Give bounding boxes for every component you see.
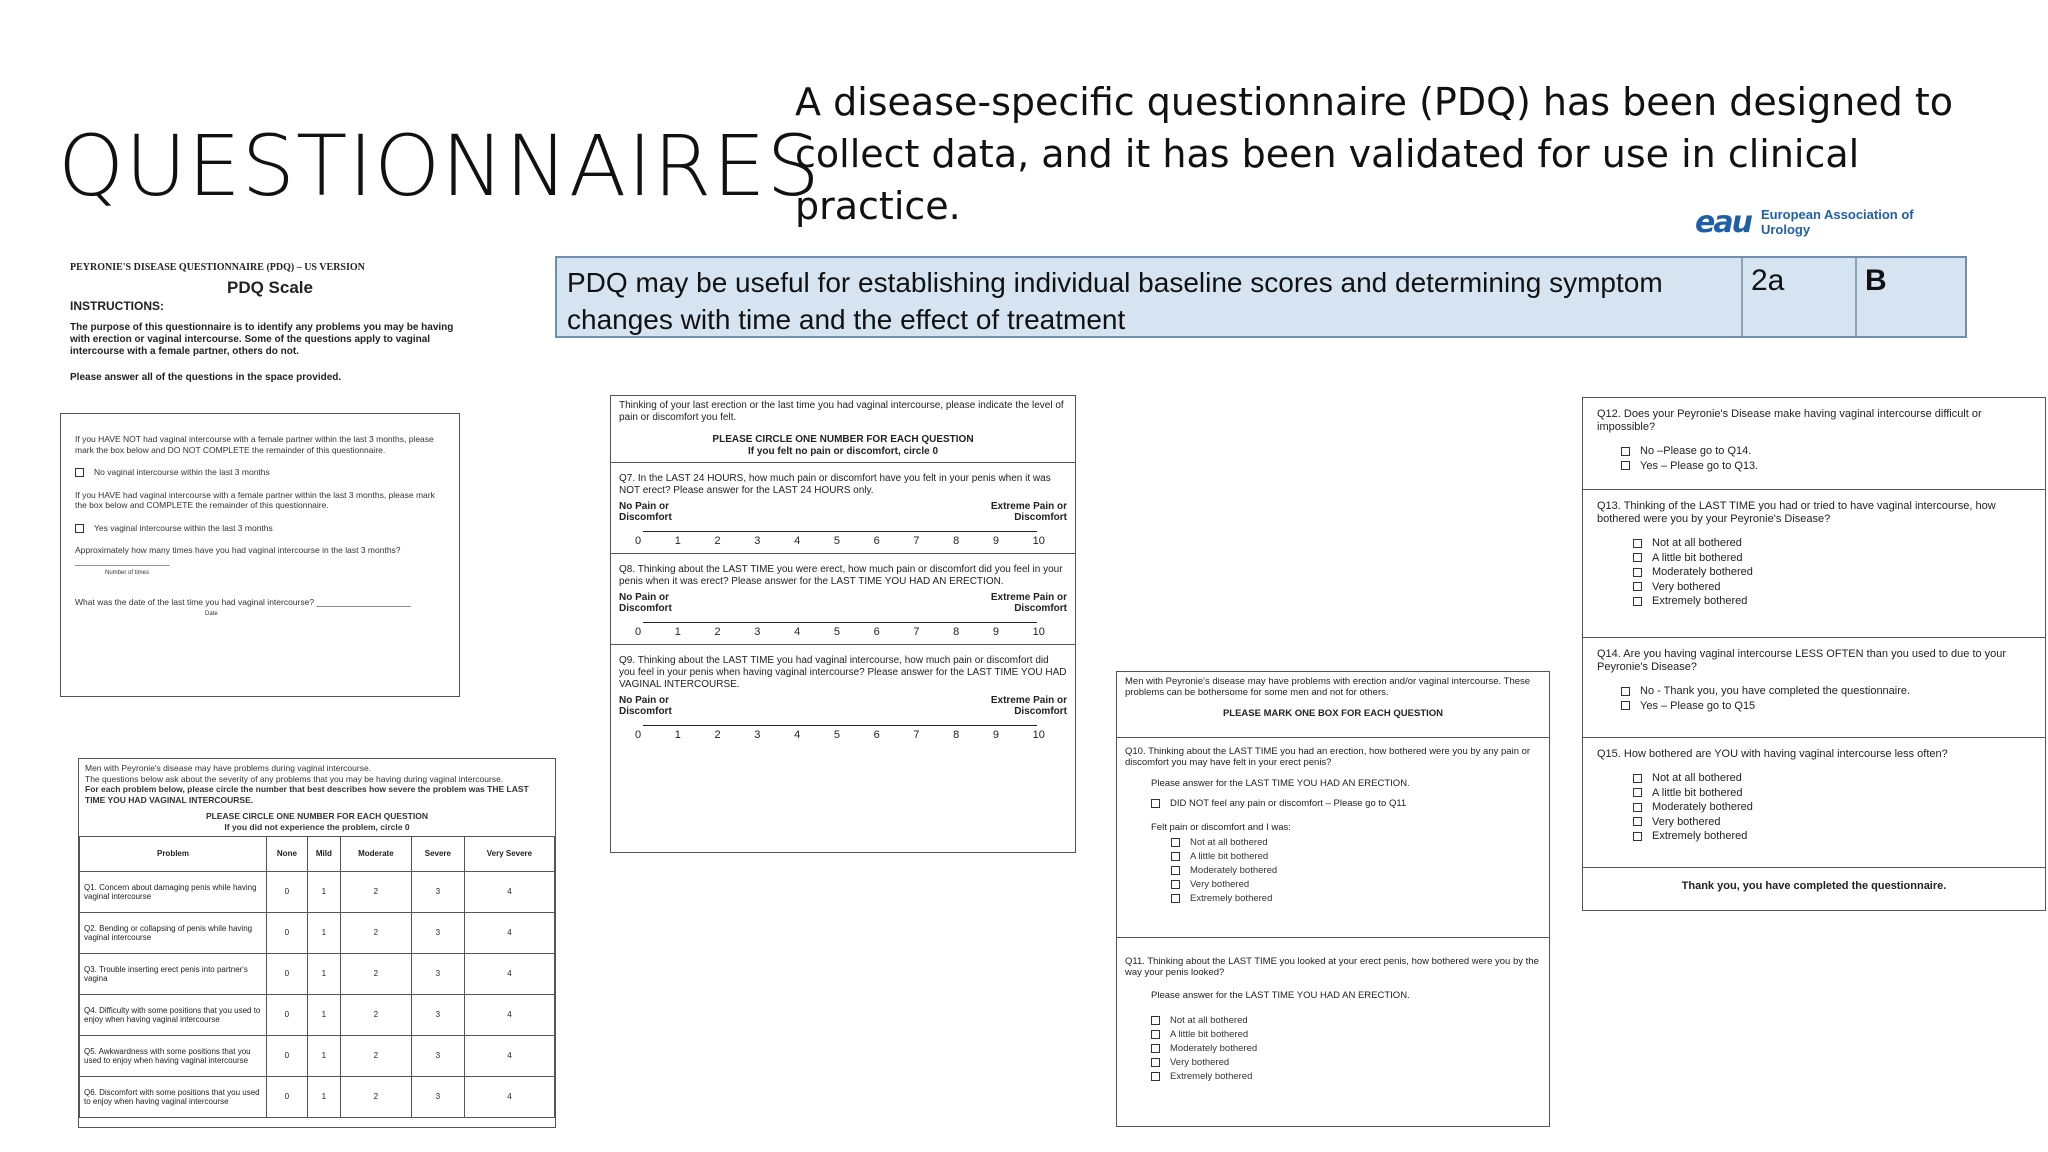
option-label: A little bit bothered: [1190, 851, 1269, 862]
intercourse-screening-box: [60, 413, 460, 697]
checkbox-icon[interactable]: [1171, 852, 1180, 861]
option-label: Extremely bothered: [1652, 595, 1748, 607]
option-label: Yes – Please go to Q15: [1640, 699, 1756, 712]
q11-option: [1151, 1056, 1541, 1070]
checkbox-option-no: [75, 467, 445, 478]
score-cell[interactable]: 4: [464, 872, 554, 913]
bother-panel: [1116, 671, 1550, 1127]
final-questions-panel: [1582, 397, 2046, 911]
mark-instruction: PLEASE MARK ONE BOX FOR EACH QUESTION: [1222, 708, 1444, 719]
q11-text: Q11. Thinking about the LAST TIME you looked at your erect penis, how bothered were you by the way your penis looked?: [1125, 956, 1539, 978]
table-row: [80, 1036, 555, 1077]
problems-intro-3: For each problem below, please circle the number that best describes how severe the problem was THE LAST TIME YOU HAD VAGINAL INTERCOURSE.: [85, 784, 529, 805]
scale-number[interactable]: 4: [794, 626, 801, 638]
problems-table-panel: [78, 758, 556, 1128]
scale-number[interactable]: 5: [833, 729, 840, 741]
q13-option: [1633, 536, 2031, 551]
scale-number[interactable]: 6: [873, 535, 880, 547]
checkbox-icon[interactable]: [1633, 582, 1642, 591]
problem-cell: Q2. Bending or collapsing of penis while having vaginal intercourse: [80, 913, 267, 954]
table-row: [80, 995, 555, 1036]
q10-option: [1171, 836, 1541, 850]
eau-logo-text: European Association of Urology: [1760, 207, 1914, 237]
q10-answer-for: Please answer for the LAST TIME YOU HAD AN ERECTION.: [1151, 778, 1410, 789]
q13-text: Q13. Thinking of the LAST TIME you had or tried to have vaginal intercourse, how bothered were you by your Peyronie's Disease?: [1597, 500, 1996, 525]
q13-option: [1633, 565, 2031, 580]
scale-number[interactable]: 4: [794, 729, 801, 741]
scale-numbers: [635, 626, 1045, 638]
checkbox-icon[interactable]: [1151, 1072, 1160, 1081]
checkbox-icon[interactable]: [1633, 788, 1642, 797]
scale-number[interactable]: 5: [833, 626, 840, 638]
table-header: Moderate: [340, 837, 411, 872]
checkbox-icon[interactable]: [1621, 687, 1630, 696]
problem-cell: Q5. Awkwardness with some positions that you used to enjoy when having vaginal intercourse: [80, 1036, 267, 1077]
score-cell[interactable]: 0: [267, 1036, 308, 1077]
checkbox-icon[interactable]: [1151, 799, 1160, 808]
q9-section: [611, 645, 1075, 747]
q15-section: [1583, 738, 2045, 868]
checkbox-icon[interactable]: [1151, 1030, 1160, 1039]
q13-option: [1633, 580, 2031, 595]
score-cell[interactable]: 3: [411, 1077, 464, 1118]
scale-number[interactable]: 9: [992, 729, 1000, 741]
scale-number[interactable]: 7: [913, 626, 920, 638]
q11-answer-for: Please answer for the LAST TIME YOU HAD AN ERECTION.: [1151, 990, 1410, 1001]
scale-number[interactable]: 10: [1032, 729, 1045, 741]
checkbox-icon[interactable]: [1633, 539, 1642, 548]
table-header: Problem: [80, 837, 267, 872]
option-label: Not at all bothered: [1190, 837, 1268, 848]
q10-option: [1171, 850, 1541, 864]
option-label: Moderately bothered: [1652, 801, 1753, 813]
date-question: [75, 597, 445, 620]
q9-text: Q9. Thinking about the LAST TIME you had vaginal intercourse, how much pain or discomfort did you feel in your penis when having vaginal intercourse? Please answer for the LAST TIME YOU HAD VAGINAL INTERCOURSE.: [619, 655, 1067, 690]
q15-option: [1633, 829, 2031, 844]
option-label: Moderately bothered: [1170, 1043, 1258, 1054]
instructions-label: INSTRUCTIONS:: [70, 299, 164, 313]
option-label: Yes vaginal intercourse within the last 3 months: [94, 522, 273, 533]
pain-scale-q8[interactable]: [619, 592, 1067, 640]
problems-intro-2: The questions below ask about the severity of any problems that you may be having during vaginal intercourse.: [85, 773, 504, 784]
q15-option: [1633, 786, 2031, 801]
scale-number[interactable]: 6: [873, 729, 880, 741]
have-text: If you HAVE had vaginal intercourse with a female partner within the last 3 months, please mark the box below and COMPLETE the remainder of this questionnaire.: [75, 489, 435, 510]
table-header: Severe: [411, 837, 464, 872]
q12-section: [1583, 398, 2045, 490]
scale-number[interactable]: 8: [953, 626, 960, 638]
score-cell[interactable]: 1: [307, 954, 340, 995]
score-cell[interactable]: 2: [340, 872, 411, 913]
scale-left-label: No Pain or Discomfort: [619, 695, 672, 717]
circle-instruction: PLEASE CIRCLE ONE NUMBER FOR EACH QUESTION: [206, 811, 428, 821]
score-cell[interactable]: 1: [307, 872, 340, 913]
q14-no-option: [1621, 684, 2031, 699]
score-cell[interactable]: 1: [307, 1077, 340, 1118]
table-header: Very Severe: [464, 837, 554, 872]
checkbox-icon[interactable]: [1633, 803, 1642, 812]
score-cell[interactable]: 1: [307, 995, 340, 1036]
scale-number[interactable]: 4: [794, 535, 801, 547]
score-cell[interactable]: 0: [267, 954, 308, 995]
pain-intro: Thinking of your last erection or the last time you had vaginal intercourse, please indicate the level of pain or discomfort you felt.: [619, 400, 1064, 423]
bother-intro: Men with Peyronie's disease may have problems with erection and/or vaginal intercourse. These problems can be bothersome for some men and not for others.: [1125, 676, 1531, 698]
scale-number[interactable]: 2: [714, 626, 721, 638]
option-label: Very bothered: [1652, 815, 1721, 828]
table-header: None: [267, 837, 308, 872]
score-cell[interactable]: 2: [340, 954, 411, 995]
score-cell[interactable]: 2: [340, 1036, 411, 1077]
pdq-cover-page: [70, 262, 470, 392]
checkbox-icon[interactable]: [1151, 1044, 1160, 1053]
q13-option: [1633, 594, 2031, 609]
q10-text: Q10. Thinking about the LAST TIME you had an erection, how bothered were you by any pain or discomfort you may have felt in your erect penis?: [1125, 746, 1531, 768]
scale-number[interactable]: 1: [674, 535, 681, 547]
recommendation-text: PDQ may be useful for establishing individual baseline scores and determining symptom changes with time and the effect of treatment: [557, 258, 1743, 336]
circle-zero-instruction: If you did not experience the problem, circle 0: [224, 821, 410, 832]
score-cell[interactable]: 4: [464, 1036, 554, 1077]
problem-cell: Q1. Concern about damaging penis while having vaginal intercourse: [80, 872, 267, 913]
score-cell[interactable]: 3: [411, 1036, 464, 1077]
score-cell[interactable]: 4: [464, 913, 554, 954]
scale-number[interactable]: 2: [714, 535, 721, 547]
checkbox-icon[interactable]: [1171, 894, 1180, 903]
q11-section: [1117, 938, 1549, 1088]
score-cell[interactable]: 1: [307, 913, 340, 954]
problems-intro: [79, 759, 555, 836]
problem-cell: Q6. Discomfort with some positions that you used to enjoy when having vaginal intercourse: [80, 1077, 267, 1118]
slide-title: QUESTIONNAIRES: [58, 117, 821, 215]
scale-number[interactable]: 5: [833, 535, 840, 547]
score-cell[interactable]: 4: [464, 1077, 554, 1118]
option-label: Extremely bothered: [1652, 830, 1748, 842]
slide-subtitle: A disease-specific questionnaire (PDQ) has been designed to collect data, and it has been validated for use in clinical practice.: [795, 80, 1953, 228]
option-label: Not at all bothered: [1652, 772, 1742, 784]
q10-did-not-option: [1151, 798, 1541, 810]
table-row: [80, 1077, 555, 1118]
scale-number[interactable]: 0: [635, 535, 642, 547]
q12-no-option: [1621, 444, 2031, 459]
problem-cell: Q3. Trouble inserting erect penis into partner's vagina: [80, 954, 267, 995]
eau-logo-mark: eau: [1695, 204, 1751, 240]
q11-option: [1151, 1042, 1541, 1056]
checkbox-icon[interactable]: [1633, 553, 1642, 562]
option-label: Very bothered: [1652, 580, 1721, 593]
q10-option: [1171, 878, 1541, 892]
problem-cell: Q4. Difficulty with some positions that you used to enjoy when having vaginal intercourse: [80, 995, 267, 1036]
checkbox-icon[interactable]: [1633, 774, 1642, 783]
checkbox-icon[interactable]: [75, 468, 84, 477]
score-cell[interactable]: 0: [267, 913, 308, 954]
scale-number[interactable]: 0: [635, 729, 642, 741]
scale-line: [643, 622, 1037, 623]
scale-number[interactable]: 8: [953, 535, 960, 547]
checkbox-icon[interactable]: [1621, 461, 1630, 470]
pdq-header: PEYRONIE'S DISEASE QUESTIONNAIRE (PDQ) – US VERSION: [70, 262, 365, 273]
q14-yes-option: [1621, 699, 2031, 714]
problems-intro-1: Men with Peyronie's disease may have problems during vaginal intercourse.: [85, 763, 372, 773]
scale-numbers: [635, 535, 1045, 547]
q15-option: [1633, 800, 2031, 815]
scale-line: [643, 531, 1037, 532]
q10-option: [1171, 892, 1541, 906]
scale-right-label: Extreme Pain or Discomfort: [990, 501, 1067, 523]
score-cell[interactable]: 0: [267, 995, 308, 1036]
q10-option: [1171, 864, 1541, 878]
q14-text: Q14. Are you having vaginal intercourse LESS OFTEN than you used to due to your Peyronie's Disease?: [1597, 648, 2007, 673]
pain-scale-panel: [610, 395, 1076, 853]
table-header: Mild: [307, 837, 340, 872]
how-many-text: Approximately how many times have you had vaginal intercourse in the last 3 months? ____________________: [75, 545, 401, 566]
q7-section: [611, 463, 1075, 554]
checkbox-icon[interactable]: [1151, 1058, 1160, 1067]
q7-text: Q7. In the LAST 24 HOURS, how much pain or discomfort have you felt in your penis when it was NOT erect? Please answer for the LAST 24 HOURS only.: [619, 473, 1051, 496]
scale-line: [643, 725, 1037, 726]
q15-option: [1633, 815, 2031, 830]
scale-number[interactable]: 1: [674, 729, 681, 741]
date-text: What was the date of the last time you had vaginal intercourse? ____________________: [75, 596, 411, 607]
checkbox-icon[interactable]: [1633, 568, 1642, 577]
have-not-text: If you HAVE NOT had vaginal intercourse with a female partner within the last 3 months, please mark the box below and DO NOT COMPLETE the remainder of this questionnaire.: [75, 434, 434, 455]
q11-option: [1151, 1028, 1541, 1042]
score-cell[interactable]: 2: [340, 913, 411, 954]
option-label: Moderately bothered: [1190, 865, 1278, 876]
scale-number[interactable]: 0: [635, 626, 642, 638]
option-label: Extremely bothered: [1170, 1071, 1253, 1082]
option-label: Extremely bothered: [1190, 893, 1273, 904]
option-label: Yes – Please go to Q13.: [1640, 459, 1759, 472]
score-cell[interactable]: 0: [267, 872, 308, 913]
scale-right-label: Extreme Pain or Discomfort: [990, 695, 1067, 717]
option-label: Moderately bothered: [1652, 566, 1753, 578]
scale-number[interactable]: 7: [913, 729, 920, 741]
checkbox-icon[interactable]: [1151, 1016, 1160, 1025]
date-label: Date: [205, 611, 218, 617]
pain-scale-q9[interactable]: [619, 695, 1067, 743]
q14-section: [1583, 638, 2045, 738]
q10-felt-label: Felt pain or discomfort and I was:: [1151, 822, 1291, 833]
checkbox-icon[interactable]: [1171, 880, 1180, 889]
q13-section: [1583, 490, 2045, 638]
q11-option: [1151, 1070, 1541, 1084]
q11-option: [1151, 1014, 1541, 1028]
pain-intro-section: [611, 396, 1075, 463]
number-of-times-label: Number of times: [105, 570, 150, 576]
q10-section: [1117, 738, 1549, 938]
q15-option: [1633, 771, 2031, 786]
pdq-scale-title: PDQ Scale: [227, 278, 313, 297]
scale-number[interactable]: 10: [1032, 626, 1045, 638]
table-row: [80, 872, 555, 913]
checkbox-icon[interactable]: [1633, 597, 1642, 606]
how-many-question: [75, 545, 445, 579]
answer-all-text: Please answer all of the questions in the space provided.: [70, 372, 342, 383]
score-cell[interactable]: 2: [340, 1077, 411, 1118]
checkbox-icon[interactable]: [1633, 817, 1642, 826]
scale-number[interactable]: 3: [754, 729, 761, 741]
q13-option: [1633, 551, 2031, 566]
score-cell[interactable]: 0: [267, 1077, 308, 1118]
strength-rating: B: [1865, 264, 1887, 297]
scale-number[interactable]: 1: [674, 626, 681, 638]
table-row: [80, 913, 555, 954]
pain-scale-q7[interactable]: [619, 501, 1067, 549]
scale-number[interactable]: 9: [992, 626, 1000, 638]
option-label: Not at all bothered: [1170, 1015, 1248, 1026]
thank-you-text: Thank you, you have completed the questionnaire.: [1681, 880, 1947, 892]
problems-table: [79, 836, 555, 1118]
purpose-text: The purpose of this questionnaire is to identify any problems you may be having with erection or vaginal intercourse. Some of the questions apply to vaginal intercourse with a female partner, others do not.: [70, 322, 454, 357]
scale-number[interactable]: 2: [714, 729, 721, 741]
bother-intro-section: [1117, 672, 1549, 738]
scale-numbers: [635, 729, 1045, 741]
option-label: No vaginal intercourse within the last 3 months: [94, 467, 270, 477]
option-label: No - Thank you, you have completed the questionnaire.: [1640, 685, 1911, 697]
option-label: A little bit bothered: [1170, 1029, 1249, 1040]
option-label: A little bit bothered: [1652, 786, 1743, 799]
checkbox-option-yes: [75, 523, 445, 534]
circle-instruction: PLEASE CIRCLE ONE NUMBER FOR EACH QUESTION: [712, 434, 974, 445]
score-cell[interactable]: 3: [411, 872, 464, 913]
scale-left-label: No Pain or Discomfort: [619, 592, 672, 614]
scale-number[interactable]: 7: [913, 535, 920, 547]
scale-number[interactable]: 3: [754, 626, 761, 638]
option-label: Very bothered: [1170, 1057, 1230, 1068]
checkbox-icon[interactable]: [1171, 866, 1180, 875]
checkbox-icon[interactable]: [1171, 838, 1180, 847]
checkbox-icon[interactable]: [1633, 832, 1642, 841]
table-row: [80, 954, 555, 995]
score-cell[interactable]: 2: [340, 995, 411, 1036]
q12-text: Q12. Does your Peyronie's Disease make having vaginal intercourse difficult or impossible?: [1597, 408, 1982, 433]
q15-text: Q15. How bothered are YOU with having vaginal intercourse less often?: [1597, 748, 1948, 760]
scale-number[interactable]: 3: [754, 535, 761, 547]
circle-zero-instruction: If you felt no pain or discomfort, circle 0: [747, 446, 939, 457]
option-label: A little bit bothered: [1652, 551, 1743, 564]
q8-section: [611, 554, 1075, 645]
score-cell[interactable]: 3: [411, 913, 464, 954]
scale-number[interactable]: 10: [1032, 535, 1045, 547]
option-label: No –Please go to Q14.: [1640, 445, 1752, 457]
score-cell[interactable]: 4: [464, 995, 554, 1036]
eau-logo: [1695, 204, 1965, 240]
level-of-evidence: 2a: [1743, 258, 1857, 336]
scale-number[interactable]: 8: [953, 729, 960, 741]
score-cell[interactable]: 3: [411, 995, 464, 1036]
score-cell[interactable]: 1: [307, 1036, 340, 1077]
q8-text: Q8. Thinking about the LAST TIME you were erect, how much pain or discomfort did you feel in your penis when it was erect? Please answer for the LAST TIME YOU HAD AN ERECTION.: [619, 564, 1063, 587]
scale-number[interactable]: 9: [992, 535, 1000, 547]
table-header-row: [80, 837, 555, 872]
recommendation-table: [555, 256, 1967, 338]
option-label: DID NOT feel any pain or discomfort – Please go to Q11: [1170, 798, 1407, 809]
scale-left-label: No Pain or Discomfort: [619, 501, 672, 523]
checkbox-icon[interactable]: [1621, 701, 1630, 710]
option-label: Very bothered: [1190, 879, 1250, 890]
option-label: Not at all bothered: [1652, 537, 1742, 549]
checkbox-icon[interactable]: [1621, 447, 1630, 456]
score-cell[interactable]: 3: [411, 954, 464, 995]
scale-number[interactable]: 6: [873, 626, 880, 638]
checkbox-icon[interactable]: [75, 524, 84, 533]
scale-right-label: Extreme Pain or Discomfort: [990, 592, 1067, 614]
q12-yes-option: [1621, 459, 2031, 474]
score-cell[interactable]: 4: [464, 954, 554, 995]
